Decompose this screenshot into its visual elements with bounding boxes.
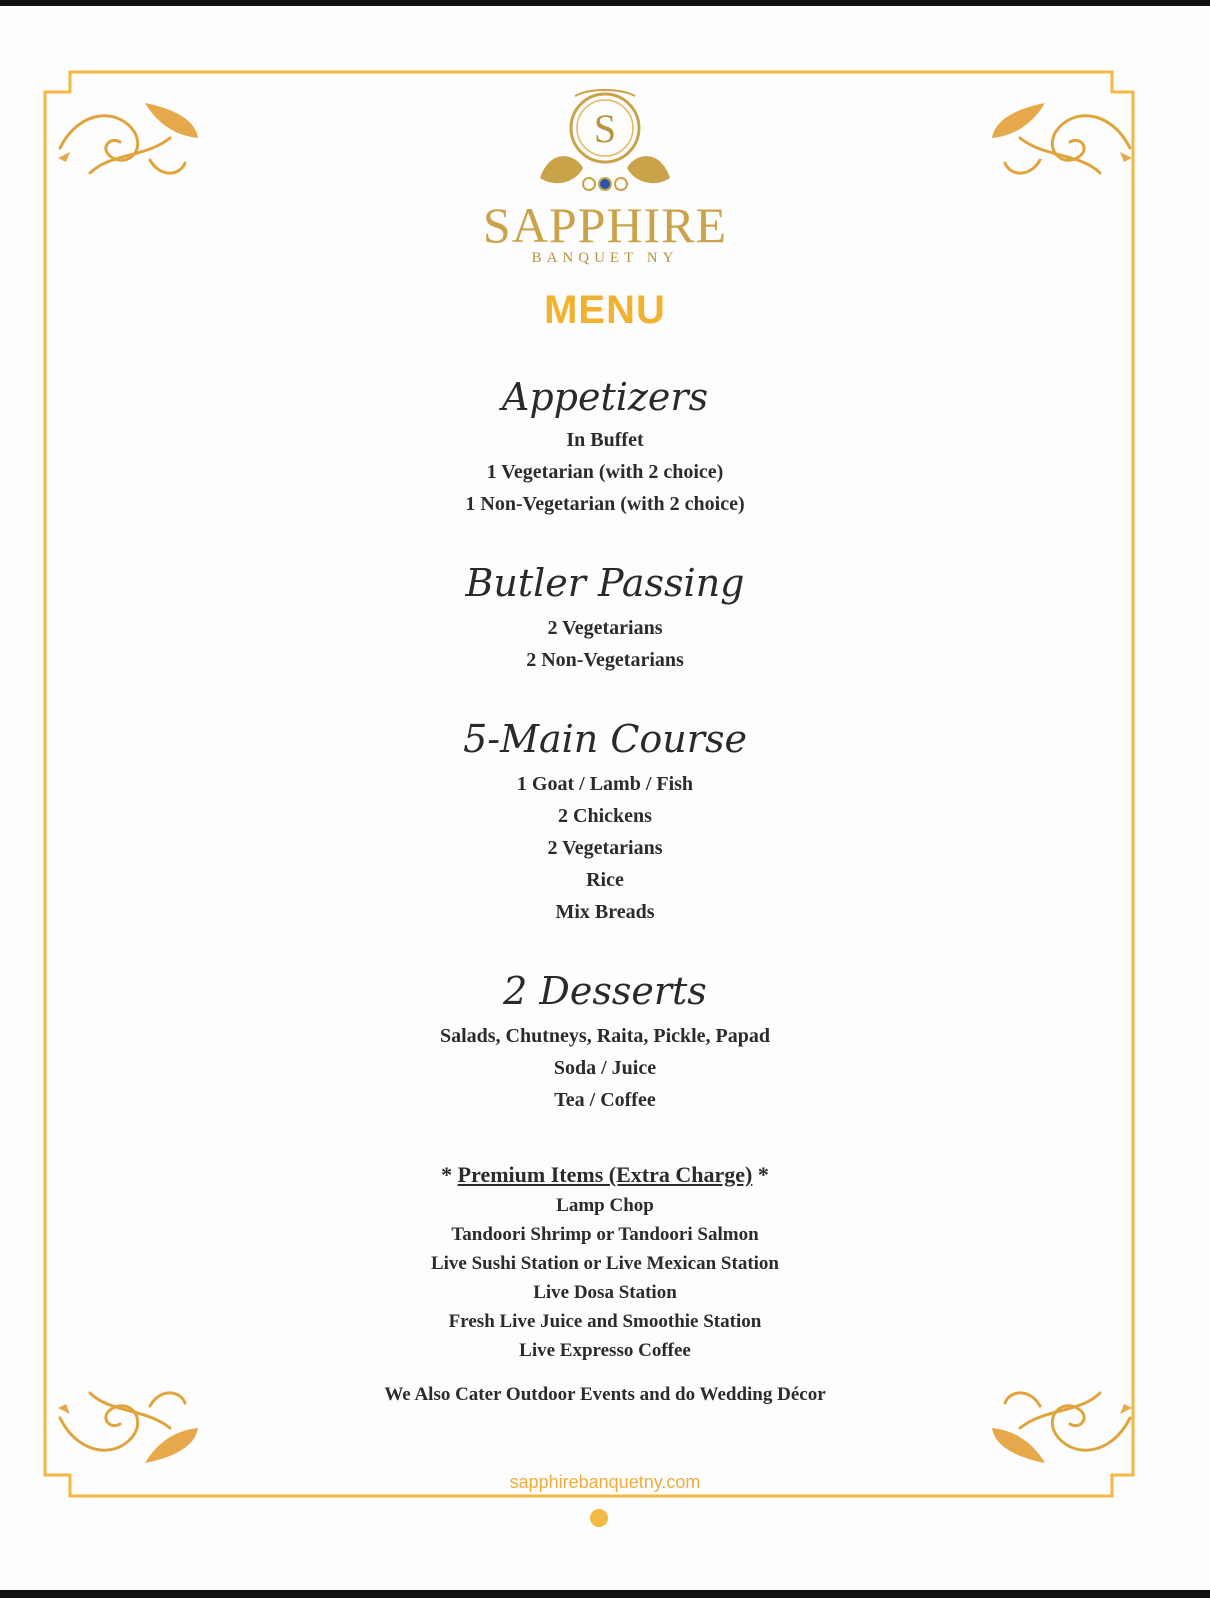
section-title-butler-passing: Butler Passing <box>465 561 745 605</box>
website-link[interactable]: sapphirebanquetny.com <box>509 1472 701 1492</box>
menu-item: In Buffet <box>566 429 644 451</box>
brand-subtitle: BANQUET NY <box>531 250 679 266</box>
premium-item: Live Expresso Coffee <box>519 1340 691 1361</box>
menu-item: 2 Vegetarians <box>547 617 663 639</box>
premium-title: Premium Items (Extra Charge) <box>457 1162 753 1187</box>
menu-item: 2 Non-Vegetarians <box>526 649 684 671</box>
footer-note: We Also Cater Outdoor Events and do Wedding Décor <box>384 1384 826 1405</box>
premium-heading <box>0 1162 1210 1188</box>
menu-item: 1 Goat / Lamb / Fish <box>516 773 694 795</box>
premium-prefix: * <box>441 1162 458 1187</box>
section-title-main-course: 5-Main Course <box>463 717 747 761</box>
premium-item: Fresh Live Juice and Smoothie Station <box>448 1311 762 1332</box>
menu-item: Tea / Coffee <box>554 1089 656 1111</box>
premium-suffix: * <box>752 1162 769 1187</box>
corner-flourish-icon <box>990 98 1140 188</box>
premium-item: Live Sushi Station or Live Mexican Station <box>430 1253 779 1274</box>
menu-item: Rice <box>586 869 624 891</box>
menu-item: 2 Chickens <box>558 805 652 827</box>
premium-item: Tandoori Shrimp or Tandoori Salmon <box>451 1224 759 1245</box>
logo-monogram: S <box>593 106 617 151</box>
menu-item: 1 Vegetarian (with 2 choice) <box>486 461 724 483</box>
menu-item: Soda / Juice <box>553 1057 657 1079</box>
menu-item: Salads, Chutneys, Raita, Pickle, Papad <box>439 1025 771 1047</box>
premium-item: Live Dosa Station <box>533 1282 677 1303</box>
brand-name: SAPPHIRE <box>482 197 728 253</box>
premium-item: Lamp Chop <box>556 1195 654 1216</box>
sapphire-logo-icon <box>505 88 705 208</box>
corner-flourish-icon <box>50 98 200 188</box>
menu-item: Mix Breads <box>555 901 655 923</box>
section-title-desserts: 2 Desserts <box>503 969 707 1013</box>
menu-item: 2 Vegetarians <box>547 837 663 859</box>
menu-title: MENU <box>544 288 666 332</box>
section-title-appetizers: Appetizers <box>501 375 709 419</box>
menu-item: 1 Non-Vegetarian (with 2 choice) <box>465 493 745 515</box>
